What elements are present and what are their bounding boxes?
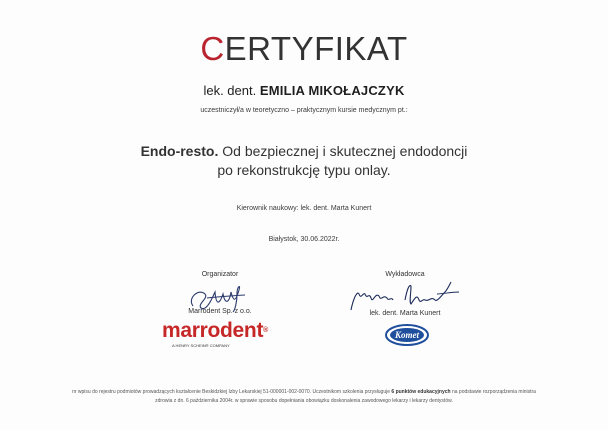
intro-text: uczestniczył/a w teoretyczno – praktycznym kursie medycznym pt.: — [200, 107, 408, 114]
certificate-title — [0, 30, 608, 68]
lecturer-block — [345, 271, 465, 317]
lecturer-name: lek. dent. Marta Kunert — [369, 310, 441, 317]
marrodent-tagline: A HENRY SCHEIN® COMPANY — [172, 343, 230, 348]
marrodent-logo-text: marrodent — [162, 319, 264, 342]
marrodent-logo-reg: ® — [263, 327, 269, 334]
organizer-block — [165, 271, 275, 315]
komet-logo — [384, 324, 430, 346]
lecturer-role: Wykładowca — [385, 271, 425, 278]
footer-note — [20, 388, 588, 406]
footer-line1-b: na podstawie rozporządzenia ministra — [451, 389, 536, 395]
komet-logo-text: Komet — [395, 330, 419, 340]
footer-points: 6 punktów edukacyjnych — [391, 389, 451, 395]
marrodent-logo — [162, 320, 272, 348]
organizer-role: Organizator — [201, 271, 239, 278]
footer-line1-a: nr wpisu do rejestru podmiotów prowadzących kształcenie Beskidzkiej Izby Lekarskiej 51-000001-002-0070. Uczestnikom szkolenia przysługuje — [72, 389, 391, 395]
recipient-line — [0, 83, 608, 98]
scientific-supervisor: Kierownik naukowy: lek. dent. Marta Kunert — [236, 205, 372, 212]
title-first-letter: C — [200, 30, 225, 67]
course-title — [0, 142, 608, 180]
footer-line2: zdrowia z dn. 6 października 2004r. w sprawie sposobu dopełniania obowiązku doskonalenia zawodowego lekarzy i lekarzy dentystów. — [155, 398, 453, 404]
recipient-degree: lek. dent. — [203, 83, 257, 98]
course-title-rest: Od bezpiecznej i skutecznej endodoncji — [222, 143, 468, 159]
recipient-name: EMILIA MIKOŁAJCZYK — [259, 83, 405, 98]
course-title-line2: po rekonstrukcję typu onlay. — [217, 162, 391, 178]
course-title-bold: Endo-resto. — [140, 143, 219, 159]
organizer-company: Marrodent Sp. z o.o. — [188, 308, 252, 315]
title-rest: ERTYFIKAT — [224, 30, 408, 67]
place-date: Białystok, 30.06.2022r. — [268, 236, 340, 243]
